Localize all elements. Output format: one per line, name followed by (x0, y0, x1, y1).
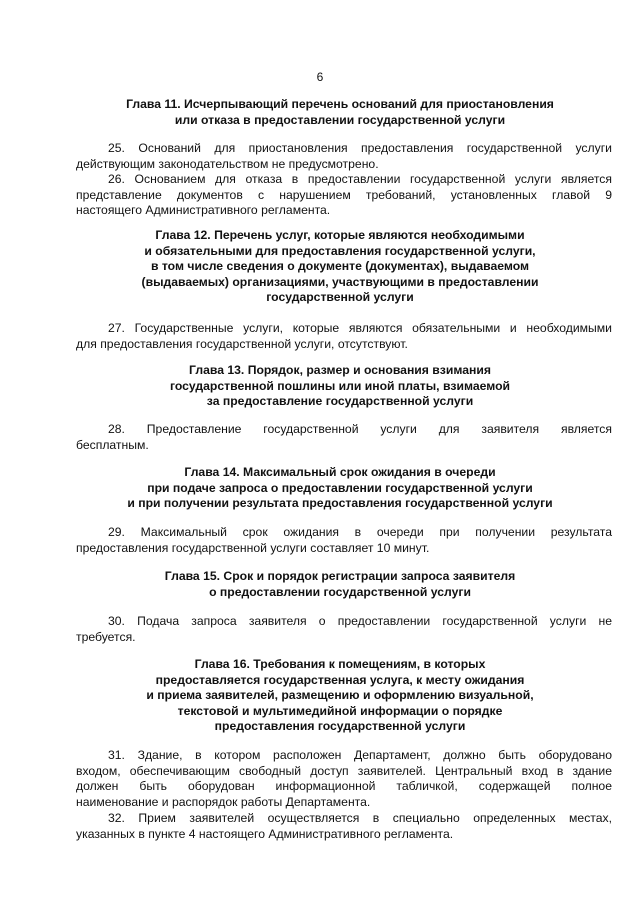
heading-line: (выдаваемых) организациями, участвующими в предоставлении (141, 274, 539, 289)
paragraph-line: предоставления государственной услуги составляет 10 минут. (76, 540, 430, 555)
paragraph-line: наименование и распорядок работы Департамента. (76, 794, 371, 809)
heading-line: предоставления государственной услуги (214, 719, 466, 733)
chapter-12-heading (60, 228, 620, 306)
paragraph-line: бесплатным. (76, 437, 149, 452)
paragraph-32 (76, 811, 612, 842)
paragraph-line: 29. Максимальный срок ожидания в очереди при получении результата (108, 525, 612, 539)
paragraph-29 (76, 525, 612, 556)
heading-line: и при получении результата предоставления государственной услуги (127, 496, 553, 510)
heading-line: текстовой и мультимедийной информации о порядке (177, 703, 503, 718)
paragraph-26 (76, 172, 612, 219)
heading-line: при подаче запроса о предоставлении государственной услуги (147, 480, 533, 495)
heading-line: Глава 12. Перечень услуг, которые являются необходимыми (155, 228, 525, 242)
paragraph-line: должен быть оборудован информационной табличкой, содержащей полное (76, 779, 612, 794)
heading-line: Глава 14. Максимальный срок ожидания в очереди (184, 465, 496, 479)
paragraph-line: указанных в пункте 4 настоящего Административного регламента. (76, 826, 454, 841)
paragraph-30 (76, 614, 612, 645)
heading-line: в том числе сведения о документе (документах), выдаваемом (151, 259, 529, 273)
chapter-11-heading (60, 97, 620, 128)
chapter-16-heading (60, 657, 620, 735)
heading-line: Глава 16. Требования к помещениям, в которых (194, 657, 486, 671)
paragraph-line: 31. Здание, в котором расположен Департамент, должно быть оборудовано (108, 748, 612, 762)
paragraph-28 (76, 422, 612, 453)
paragraph-line: настоящего Административного регламента. (76, 203, 331, 218)
paragraph-line: 27. Государственные услуги, которые являются обязательными и необходимыми (108, 321, 612, 335)
chapter-15-heading (60, 569, 620, 600)
paragraph-line: представление документов с нарушением требований, установленных главой 9 (76, 187, 612, 202)
paragraph-31 (76, 748, 612, 810)
paragraph-line: 26. Основанием для отказа в предоставлении государственной услуги является (108, 172, 612, 186)
chapter-13-heading (60, 363, 620, 410)
heading-line: за предоставление государственной услуги (206, 394, 474, 408)
paragraph-line: действующим законодательством не предусмотрено. (76, 156, 379, 171)
paragraph-25 (76, 141, 612, 172)
paragraph-line: 25. Оснований для приостановления предоставления государственной услуги (108, 141, 612, 155)
paragraph-line: входом, обеспечивающим свободный доступ заявителей. Центральный вход в здание (76, 763, 612, 778)
heading-line: и обязательными для предоставления государственной услуги, (144, 243, 536, 258)
paragraph-line: для предоставления государственной услуги, отсутствуют. (76, 336, 408, 351)
paragraph-27 (76, 321, 612, 352)
page-number: 6 (316, 70, 324, 84)
heading-line: предоставляется государственная услуга, к месту ожидания (155, 672, 525, 687)
chapter-14-heading (60, 465, 620, 512)
heading-line: Глава 13. Порядок, размер и основания взимания (189, 363, 491, 377)
paragraph-line: 32. Прием заявителей осуществляется в специально определенных местах, (108, 811, 612, 825)
paragraph-line: 28. Предоставление государственной услуги для заявителя является (108, 422, 612, 436)
heading-line: о предоставлении государственной услуги (209, 584, 471, 599)
paragraph-line: 30. Подача запроса заявителя о предоставлении государственной услуги не (108, 614, 612, 628)
heading-line: Глава 11. Исчерпывающий перечень оснований для приостановления (126, 97, 554, 111)
heading-line: государственной услуги (266, 290, 414, 304)
heading-line: или отказа в предоставлении государственной услуги (174, 112, 506, 127)
paragraph-line: требуется. (76, 629, 136, 644)
heading-line: государственной пошлины или иной платы, взимаемой (169, 378, 511, 393)
heading-line: и приема заявителей, размещению и оформлению визуальной, (146, 688, 534, 702)
heading-line: Глава 15. Срок и порядок регистрации запроса заявителя (164, 569, 516, 583)
